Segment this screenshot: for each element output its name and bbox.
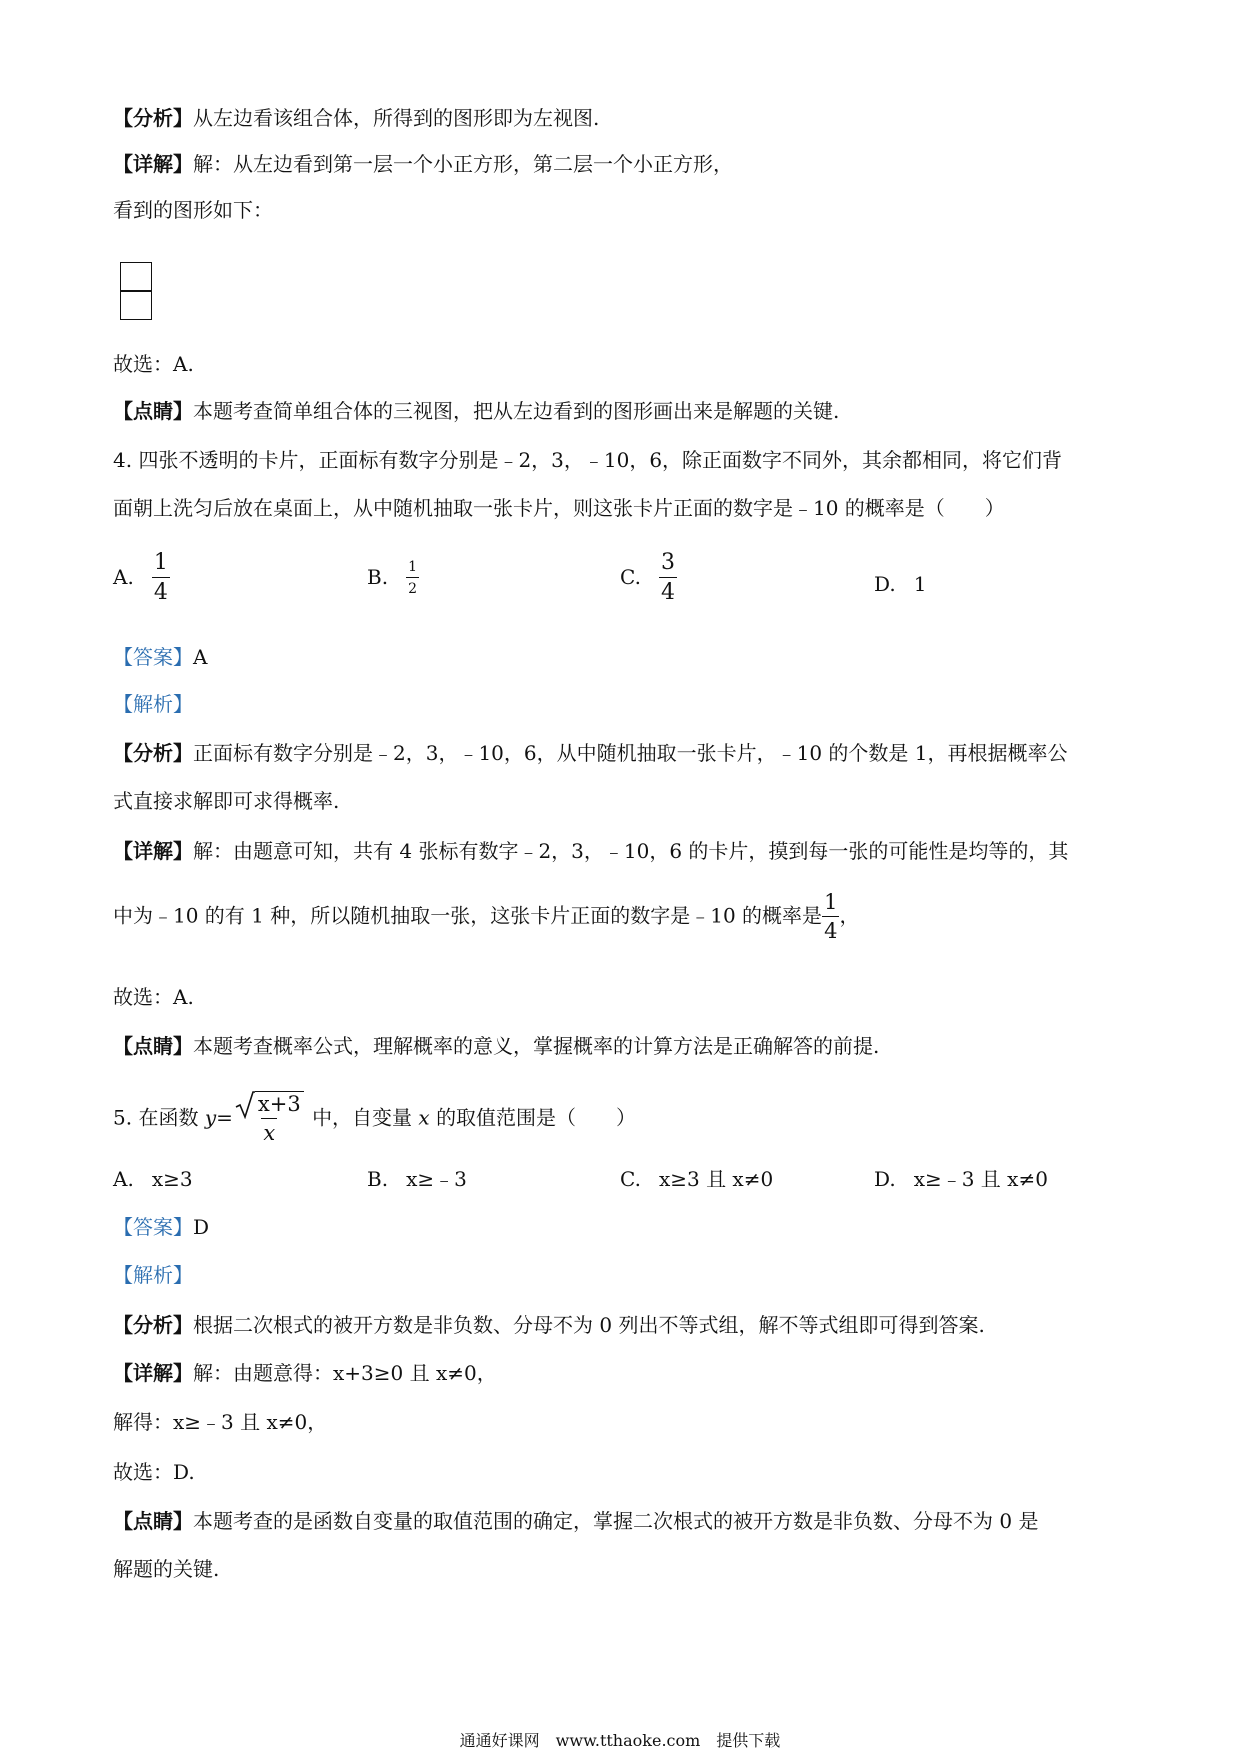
q5-detail: 【详解】解：由题意得：x+3≥0 且 x≠0， (113, 1361, 497, 1385)
q5-choose: 故选：D. (113, 1460, 195, 1484)
q4-analysis-line2: 式直接求解即可求得概率. (113, 789, 340, 813)
q4-comment: 【点睛】本题考查概率公式，理解概率的意义，掌握概率的计算方法是正确解答的前提. (113, 1034, 880, 1058)
q4-stem-line2: 面朝上洗匀后放在桌面上，从中随机抽取一张卡片，则这张卡片正面的数字是﹣10 的概率是（ ） (113, 496, 1005, 520)
q3-analysis: 【分析】从左边看该组合体，所得到的图形即为左视图. (113, 106, 600, 130)
q5-comment-line2: 解题的关键. (113, 1557, 220, 1581)
q4-analysis-line1: 【分析】正面标有数字分别是﹣2，3，﹣10，6，从中随机抽取一张卡片，﹣10 的个数是 1，再根据概率公 (113, 741, 1068, 765)
q5-option-d: D. x≥﹣3 且 x≠0 (874, 1167, 1048, 1191)
q5-analysis: 【分析】根据二次根式的被开方数是非负数、分母不为 0 列出不等式组，解不等式组即可得到答案. (113, 1313, 985, 1337)
q3-detail-2: 看到的图形如下： (113, 198, 273, 222)
q5-comment-line1: 【点睛】本题考查的是函数自变量的取值范围的确定，掌握二次根式的被开方数是非负数、分母不为 0 是 (113, 1509, 1039, 1533)
sqrt-symbol: x+3 (235, 1094, 304, 1115)
q5-option-a: A. x≥3 (113, 1167, 193, 1191)
q5-jiexi: 【解析】 (113, 1263, 193, 1287)
q4-option-d: D. 1 (874, 572, 927, 596)
q4-stem-line1: 4. 四张不透明的卡片，正面标有数字分别是﹣2，3，﹣10，6，除正面数字不同外，其余都相同，将它们背 (113, 448, 1063, 472)
q3-choose: 故选：A. (113, 352, 194, 376)
left-view-square-top (120, 262, 152, 292)
q5-answer: 【答案】D (113, 1215, 210, 1239)
q4-option-b-fraction: $\frac{1}{2}$ (408, 559, 417, 597)
q5-stem: 5. 在函数 y= $\frac{x+3}{x}$ 中，自变量 x 的取值范围是（ ） (113, 1092, 637, 1145)
q4-answer: 【答案】A (113, 645, 208, 669)
q4-option-b: B. $\frac{1}{2}$ (367, 559, 417, 597)
q4-detail-line2: 中为﹣10 的有 1 种，所以随机抽取一张，这张卡片正面的数字是﹣10 的概率是 $\frac{1}{4}$ ， (113, 890, 860, 943)
q4-detail-line1: 【详解】解：由题意可知，共有 4 张标有数字﹣2，3，﹣10，6 的卡片，摸到每一张的可能性是均等的，其 (113, 839, 1069, 863)
q4-jiexi: 【解析】 (113, 692, 193, 716)
q5-solve: 解得：x≥﹣3 且 x≠0， (113, 1410, 328, 1434)
q5-function-fraction: $\frac{x+3}{x}$ (233, 1094, 306, 1144)
q4-option-a: A. $\frac{1}{4}$ (113, 550, 168, 605)
q4-choose: 故选：A. (113, 985, 194, 1009)
left-view-square-bottom (120, 290, 152, 320)
q5-option-b: B. x≥﹣3 (367, 1167, 467, 1191)
q5-function-numerator (233, 1094, 306, 1118)
q4-option-a-fraction: $\frac{1}{4}$ (153, 550, 168, 605)
q3-detail: 【详解】解：从左边看到第一层一个小正方形，第二层一个小正方形， (113, 152, 733, 176)
q5-option-c: C. x≥3 且 x≠0 (620, 1167, 774, 1191)
q4-option-c: C. $\frac{3}{4}$ (620, 550, 675, 605)
q3-comment: 【点睛】本题考查简单组合体的三视图，把从左边看到的图形画出来是解题的关键. (113, 399, 840, 423)
page-footer: 通通好课网 www.tthaoke.com 提供下载 (459, 1731, 781, 1750)
q4-detail-fraction: $\frac{1}{4}$ (824, 890, 838, 943)
q4-option-c-fraction: $\frac{3}{4}$ (660, 550, 675, 605)
